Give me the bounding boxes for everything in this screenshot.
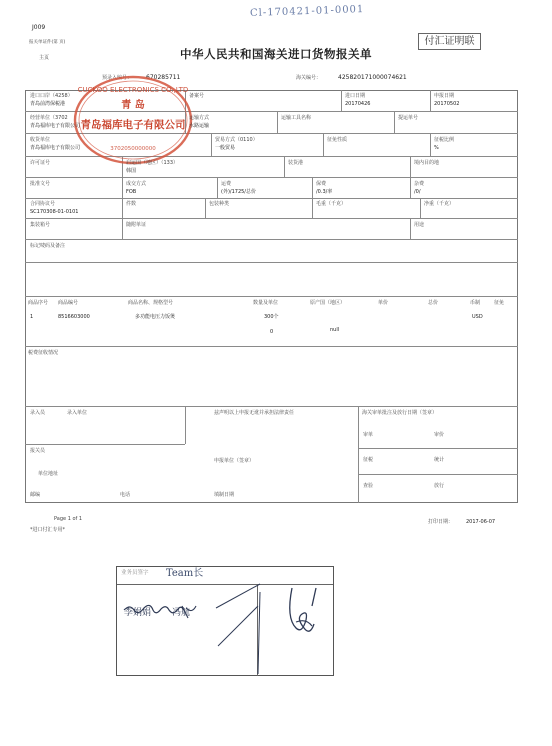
- entry-number-label: 预录入编号：: [102, 75, 133, 81]
- taxation-label: 征税: [363, 457, 374, 463]
- goods-header-qty: 数量及单位: [253, 300, 279, 306]
- goods-row-qty2: 0: [270, 329, 274, 335]
- goods-row-qty: 300个: [264, 314, 279, 320]
- import-date-value: 20170426: [345, 101, 371, 107]
- customs-approval-label: 海关审单批注及放行日期（签章）: [362, 410, 438, 416]
- consignee-label: 经营单位（3702: [30, 115, 68, 121]
- bill-of-lading-label: 提运单号: [398, 115, 419, 121]
- record-number-label: 备案号: [189, 93, 205, 99]
- col-divider: [284, 156, 285, 177]
- postcode-label: 邮编: [30, 492, 41, 498]
- marks-remarks-label: 标记唛码及备注: [30, 243, 66, 249]
- svg-text:青岛福库电子有限公司: 青岛福库电子有限公司: [80, 119, 186, 131]
- deal-mode-label: 成交方式: [126, 181, 147, 187]
- col-divider: [410, 177, 411, 198]
- goods-header-code: 商品编号: [58, 300, 79, 306]
- goods-header-name: 商品名称、规格型号: [128, 300, 174, 306]
- tax-ratio-label: 征税比例: [434, 137, 455, 143]
- team-lead-label: Team长: [166, 568, 204, 579]
- freight-label: 运费: [221, 181, 232, 187]
- signature-text-1: 李娟娟: [124, 608, 152, 618]
- release-label: 放行: [434, 483, 445, 489]
- col-divider: [312, 198, 313, 218]
- row-divider: [25, 239, 518, 240]
- phone-label: 电话: [120, 492, 131, 498]
- row-divider: [25, 198, 518, 199]
- freight-value: (外)/1725/总价: [221, 189, 256, 195]
- statistics-label: 统计: [434, 457, 445, 463]
- usage-label: 用途: [414, 222, 425, 228]
- package-type-label: 包装种类: [209, 201, 230, 207]
- trade-mode-label: 贸易方式（0110）: [215, 137, 258, 143]
- col-divider: [122, 177, 123, 198]
- domestic-destination-label: 境内目的地: [414, 160, 440, 166]
- col-divider: [217, 177, 218, 198]
- transport-mode-label: 运输方式: [189, 115, 210, 121]
- import-port-value: 青岛前湾保税港: [30, 101, 66, 107]
- col-divider: [341, 90, 342, 111]
- declare-date-value: 20170502: [434, 101, 460, 107]
- origin-country-value: 韩国: [126, 168, 137, 174]
- tax-nature-label: 征免性质: [327, 137, 348, 143]
- goods-row-name: 多功能电压力饭煲: [135, 314, 176, 320]
- print-date-label: 打印日期：: [428, 519, 454, 525]
- row-divider: [25, 296, 518, 297]
- col-divider: [358, 406, 359, 503]
- valuation-label: 审价: [434, 432, 445, 438]
- svg-text:3702050000000: 3702050000000: [110, 146, 156, 152]
- goods-header-currency: 币制: [470, 300, 481, 306]
- receiving-unit-value: 青岛福库电子有限公司: [30, 145, 81, 151]
- contract-number-label: 合同协议号: [30, 201, 56, 207]
- col-divider: [323, 133, 324, 156]
- goods-row-currency: USD: [472, 314, 483, 320]
- row-divider: [25, 444, 185, 445]
- handwritten-signature-marks: [116, 566, 334, 676]
- insurance-label: 保费: [316, 181, 327, 187]
- col-divider: [430, 90, 431, 111]
- goods-row-seq: 1: [30, 314, 34, 320]
- signature-box-header: 业务员签字: [121, 570, 149, 576]
- customs-number-value: 425820171000074621: [338, 74, 407, 81]
- review-label: 审单: [363, 432, 374, 438]
- row-divider: [25, 346, 518, 347]
- goods-row-code: 8516603000: [58, 314, 90, 320]
- goods-row-unit2: null: [330, 327, 340, 333]
- svg-text:CUCKOO ELECTRONICS CO.,LTD: CUCKOO ELECTRONICS CO.,LTD: [77, 86, 189, 94]
- import-port-label: 进口口岸（4258）: [30, 93, 73, 99]
- misc-fee-value: /0/: [414, 189, 421, 195]
- goods-header-unit-price: 单价: [378, 300, 389, 306]
- loading-port-label: 装货港: [288, 160, 304, 166]
- print-date-value: 2017-06-07: [466, 519, 496, 525]
- col-divider: [205, 198, 206, 218]
- form-subtitle-small: 报关单证件(第 页): [29, 40, 66, 45]
- entry-number-value: 670285711: [146, 74, 181, 81]
- col-divider: [277, 111, 278, 133]
- origin-country-label: 启运国（地区）（133）: [126, 160, 179, 166]
- declare-unit-sign-label: 申报单位（签章）: [214, 458, 255, 464]
- receiving-unit-label: 收货单位: [30, 137, 51, 143]
- row-divider: [358, 474, 518, 475]
- vessel-name-label: 运输工具名称: [281, 115, 312, 121]
- copy-type-stamp: 付汇证明联: [418, 33, 481, 50]
- row-divider: [358, 448, 518, 449]
- company-seal-stamp: [70, 70, 200, 170]
- goods-header-total: 总价: [428, 300, 439, 306]
- page-indicator: Page 1 of 1: [54, 516, 83, 522]
- col-divider: [185, 406, 186, 444]
- col-divider: [410, 218, 411, 239]
- pieces-label: 件数: [126, 201, 137, 207]
- row-divider: [25, 262, 518, 263]
- col-divider: [122, 218, 123, 239]
- payment-use-note: *进口付汇专用*: [30, 527, 66, 533]
- insurance-value: /0.3/率: [316, 189, 333, 195]
- entry-person-label: 录入员: [30, 410, 46, 416]
- tax-collection-label: 税费征收情况: [28, 350, 59, 356]
- unit-address-label: 单位地址: [38, 471, 59, 477]
- import-date-label: 进口日期: [345, 93, 366, 99]
- fill-date-label: 填制日期: [214, 492, 235, 498]
- trade-mode-value: 一般贸易: [215, 145, 236, 151]
- form-code: J009: [32, 24, 46, 31]
- col-divider: [420, 198, 421, 218]
- transport-mode-value: 水路运输: [189, 123, 210, 129]
- col-divider: [122, 198, 123, 218]
- attached-docs-label: 随附单证: [126, 222, 147, 228]
- declarant-label: 报关员: [30, 448, 46, 454]
- approval-number-label: 批准文号: [30, 181, 51, 187]
- deal-mode-value: FOB: [126, 189, 137, 195]
- row-divider: [25, 406, 518, 407]
- col-divider: [394, 111, 395, 133]
- svg-text:青 岛: 青 岛: [121, 100, 145, 111]
- page-title: 中华人民共和国海关进口货物报关单: [180, 47, 372, 61]
- net-weight-label: 净重（千克）: [424, 201, 455, 207]
- col-divider: [410, 156, 411, 177]
- container-number-label: 集装箱号: [30, 222, 51, 228]
- col-divider: [312, 177, 313, 198]
- entry-unit-label: 录入单位: [67, 410, 88, 416]
- customs-number-label: 海关编号：: [296, 75, 322, 81]
- gross-weight-label: 毛重（千克）: [316, 201, 347, 207]
- goods-header-seq: 商品序号: [28, 300, 49, 306]
- declaration-statement: 兹声明以上申报无讹并承担法律责任: [214, 410, 295, 416]
- misc-fee-label: 杂费: [414, 181, 425, 187]
- license-number-label: 许可证号: [30, 160, 51, 166]
- signature-text-2: 冯航: [172, 608, 191, 618]
- handwritten-reference-number: Cl-170421-01-0001: [249, 4, 365, 19]
- inspection-label: 查验: [363, 483, 374, 489]
- row-divider: [25, 218, 518, 219]
- contract-number-value: SC170308-01-0101: [30, 209, 79, 215]
- consignee-value: 青岛福库电子有限公司: [30, 123, 81, 129]
- page-ref: 主页: [39, 55, 50, 61]
- goods-header-exemption: 征免: [494, 300, 505, 306]
- tax-ratio-value: %: [434, 145, 439, 151]
- declare-date-label: 申报日期: [434, 93, 455, 99]
- goods-header-origin: 原产国（地区）: [310, 300, 346, 306]
- row-divider: [25, 177, 518, 178]
- col-divider: [430, 133, 431, 156]
- col-divider: [211, 133, 212, 156]
